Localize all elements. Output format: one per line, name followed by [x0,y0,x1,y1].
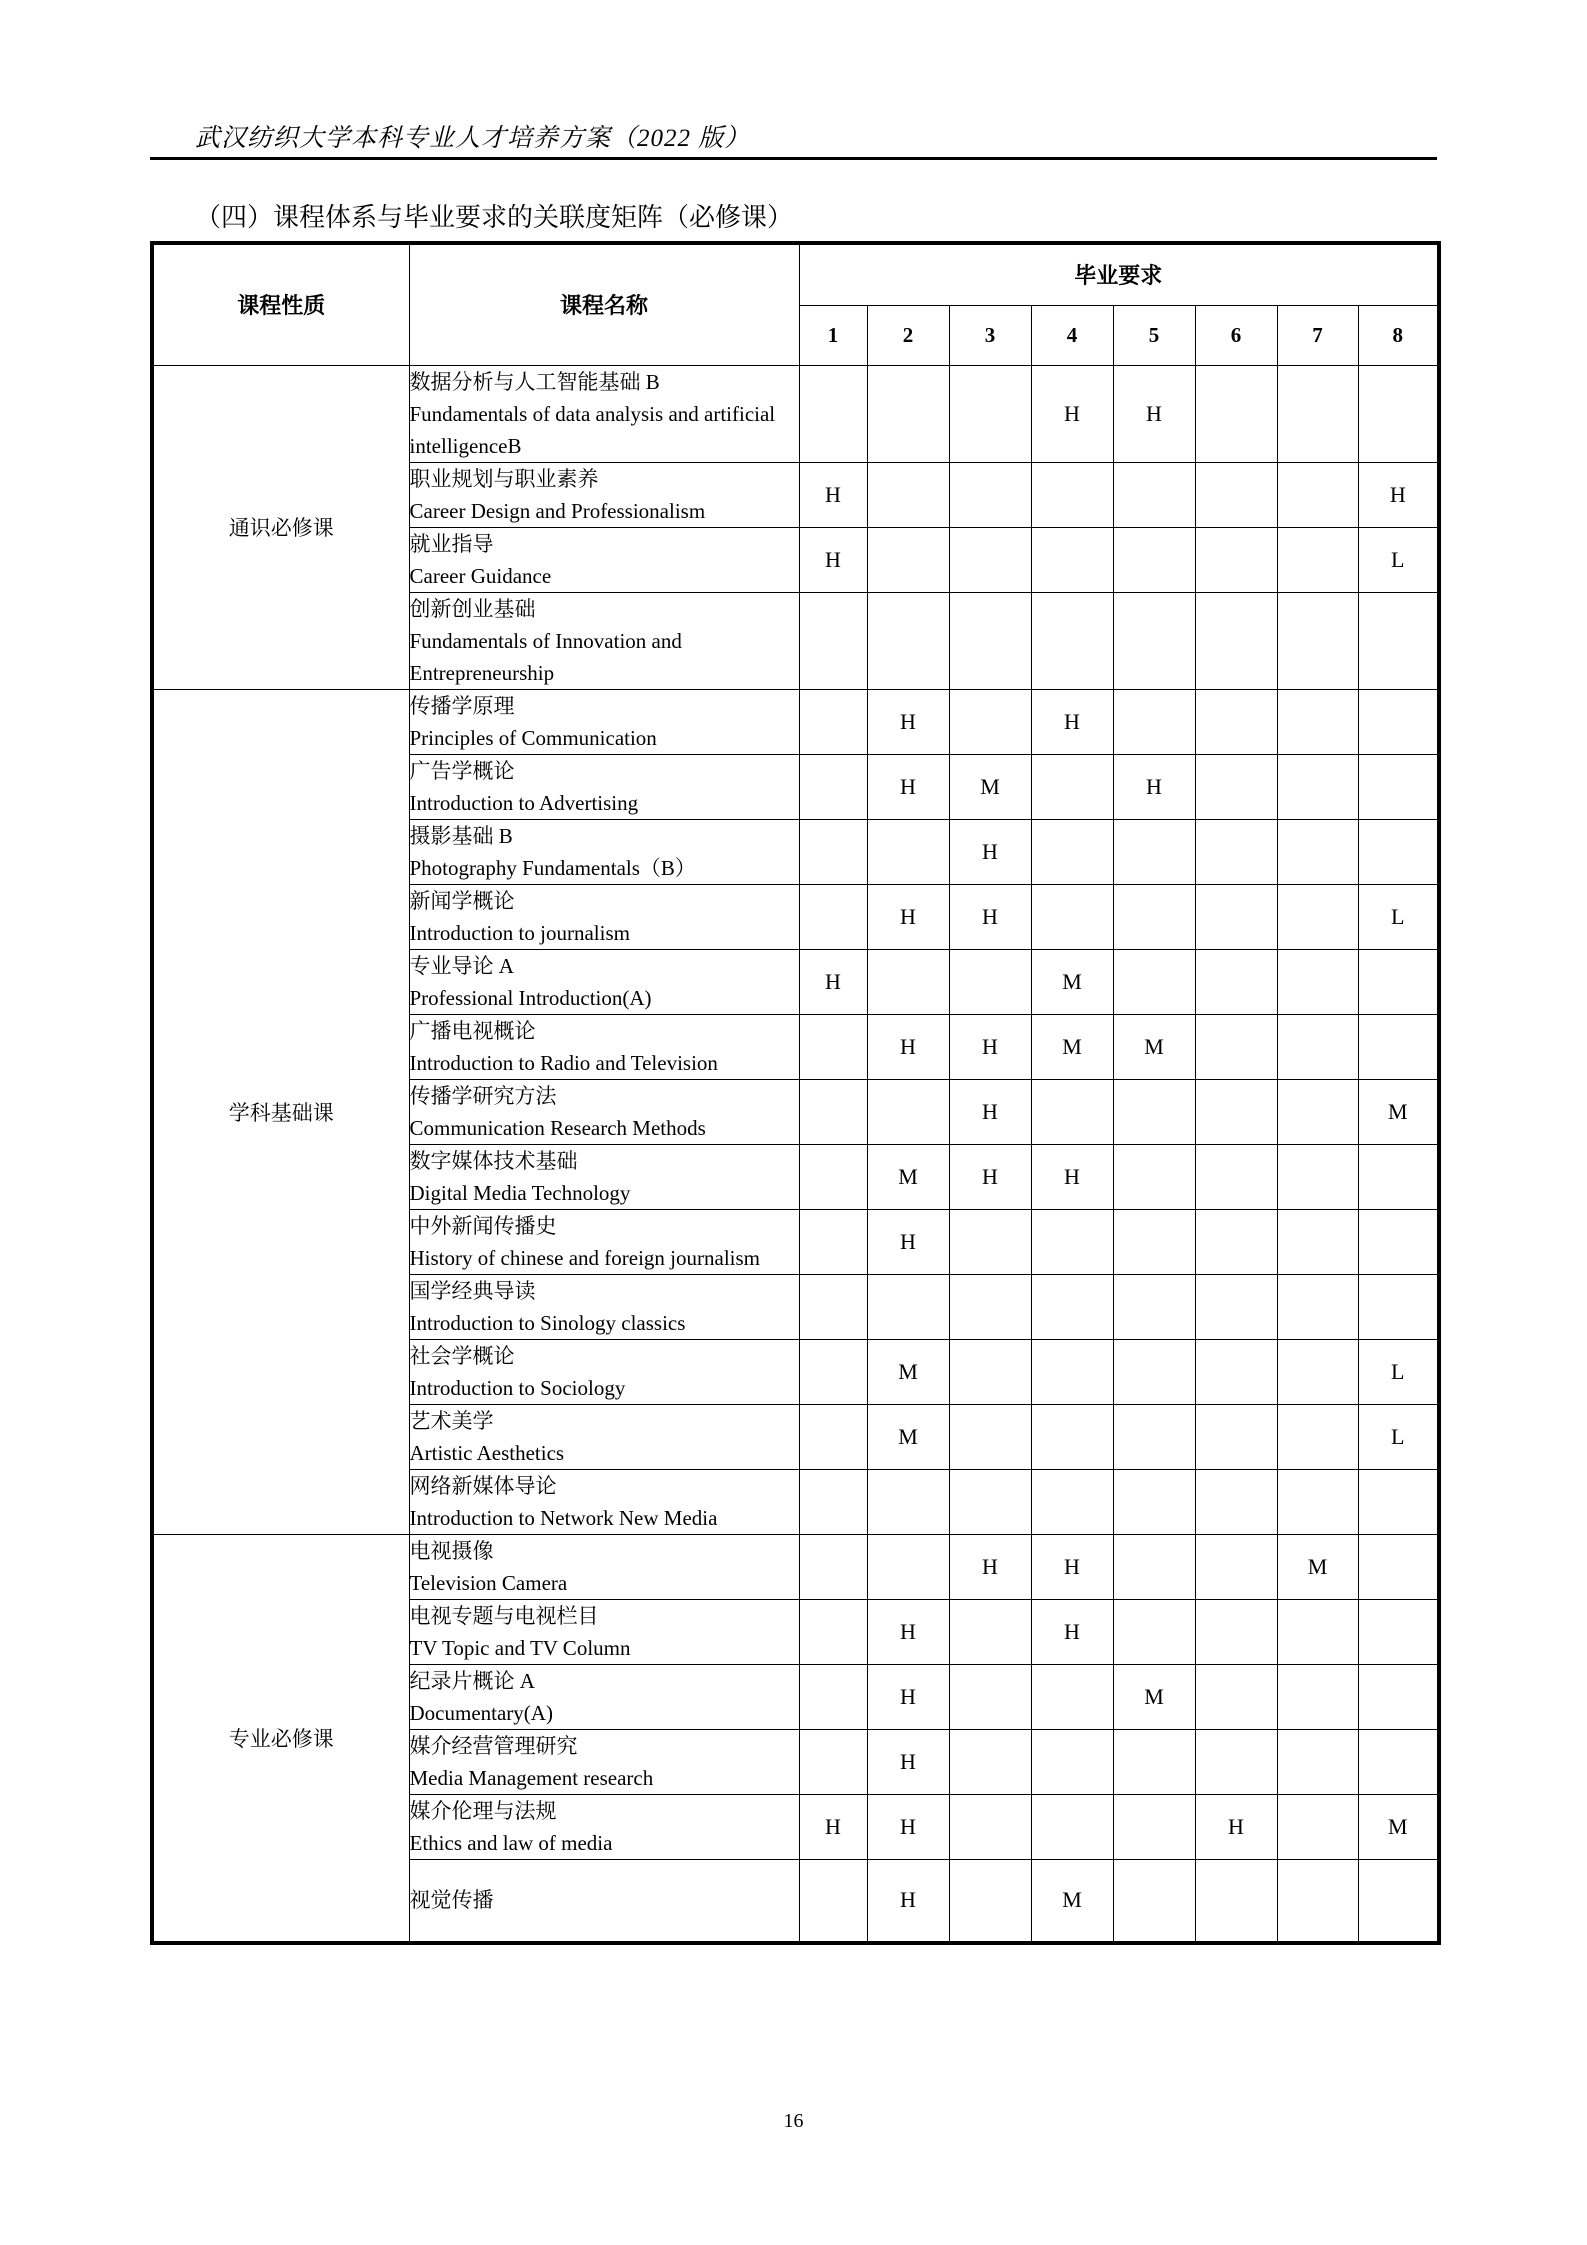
course-name-en: Introduction to Radio and Television [409,1050,718,1075]
mark-cell: H [867,1794,949,1859]
page-number: 16 [783,2110,804,2132]
mark-cell [1277,462,1358,527]
mark-cell [1031,884,1113,949]
course-name-en: Career Guidance [409,563,552,588]
course-name-cell [409,884,799,949]
mark-cell [949,1794,1031,1859]
mark-cell [1277,1339,1358,1404]
mark-cell [1031,754,1113,819]
course-name-zh: 专业导论 A [409,953,514,978]
mark-cell [867,1534,949,1599]
mark-cell [949,462,1031,527]
mark-cell [949,365,1031,462]
mark-cell [1113,1079,1195,1144]
mark-cell [799,689,867,754]
mark-cell [1113,1599,1195,1664]
header-divider-rule [150,157,1437,160]
mark-cell [1195,1599,1277,1664]
course-name-zh: 传播学研究方法 [409,1083,557,1108]
mark-cell [1358,1534,1439,1599]
mark-cell [1031,1469,1113,1534]
mark-cell [1358,1209,1439,1274]
mark-cell [799,1339,867,1404]
mark-cell: M [1031,1859,1113,1943]
mark-cell [1031,1664,1113,1729]
mark-cell [1358,1599,1439,1664]
mark-cell: H [1031,1599,1113,1664]
mark-cell [1358,949,1439,1014]
course-name-cell [409,1079,799,1144]
mark-cell [1277,365,1358,462]
mark-cell [1195,1664,1277,1729]
mark-cell: H [867,884,949,949]
mark-cell: H [1031,1534,1113,1599]
mark-cell [867,949,949,1014]
mark-cell: H [1195,1794,1277,1859]
mark-cell: M [867,1404,949,1469]
mark-cell [1358,1729,1439,1794]
document-header-title: 武汉纺织大学本科专业人才培养方案（2022 版） [195,125,751,152]
mark-cell [867,365,949,462]
mark-cell [1277,1794,1358,1859]
course-name-zh: 就业指导 [409,531,494,556]
mark-cell: L [1358,1339,1439,1404]
mark-cell [1031,527,1113,592]
mark-cell: H [1031,1144,1113,1209]
mark-cell [1358,819,1439,884]
mark-cell: H [867,1209,949,1274]
mark-cell [799,365,867,462]
course-name-zh: 媒介伦理与法规 [409,1798,557,1823]
mark-cell: H [1031,689,1113,754]
mark-cell: H [949,1534,1031,1599]
mark-cell [949,1859,1031,1943]
mark-cell: H [799,527,867,592]
mark-cell [1031,1079,1113,1144]
mark-cell [1031,1339,1113,1404]
mark-cell [1277,1079,1358,1144]
mark-cell: H [1031,365,1113,462]
mark-cell [1031,1404,1113,1469]
course-name-en: Introduction to Advertising [409,790,639,815]
mark-cell [1277,1014,1358,1079]
mark-cell [1195,592,1277,689]
mark-cell [1277,1209,1358,1274]
mark-cell [1195,1014,1277,1079]
course-name-cell [409,1664,799,1729]
course-name-zh: 纪录片概论 A [409,1668,535,1693]
course-name-zh: 广播电视概论 [409,1018,536,1043]
mark-cell [949,1339,1031,1404]
mark-cell [1277,949,1358,1014]
mark-cell [799,1729,867,1794]
mark-cell [799,1404,867,1469]
course-name-en: Artistic Aesthetics [409,1440,565,1465]
course-name-header: 课程名称 [409,243,799,365]
course-name-zh: 新闻学概论 [409,888,515,913]
course-name-zh: 电视专题与电视栏目 [409,1603,599,1628]
mark-cell [1277,1404,1358,1469]
mark-cell [1195,754,1277,819]
mark-cell: H [949,884,1031,949]
mark-cell [1031,819,1113,884]
course-name-zh: 中外新闻传播史 [409,1213,557,1238]
mark-cell [949,1664,1031,1729]
requirement-number-4: 4 [1031,305,1113,365]
course-name-en: Professional Introduction(A) [409,985,652,1010]
course-name-cell [409,754,799,819]
table-body [152,365,1439,1943]
mark-cell [1195,1209,1277,1274]
course-name-zh: 广告学概论 [409,758,515,783]
mark-cell: M [1113,1014,1195,1079]
mark-cell: H [867,1859,949,1943]
mark-cell [949,592,1031,689]
mark-cell [1031,1729,1113,1794]
course-name-cell [409,1014,799,1079]
mark-cell [1277,1664,1358,1729]
mark-cell [1277,1274,1358,1339]
course-name-cell [409,1534,799,1599]
mark-cell: H [1113,754,1195,819]
course-name-cell [409,1794,799,1859]
mark-cell [1358,689,1439,754]
mark-cell [1358,1469,1439,1534]
graduation-requirements-header: 毕业要求 [799,243,1439,305]
mark-cell: H [949,1079,1031,1144]
mark-cell: L [1358,527,1439,592]
course-name-en: Fundamentals of Innovation and Entrepreneurship [409,628,682,685]
course-name-en: Introduction to Sinology classics [409,1310,686,1335]
mark-cell [1358,1664,1439,1729]
mark-cell [1031,1209,1113,1274]
mark-cell [799,819,867,884]
mark-cell [949,949,1031,1014]
mark-cell: H [799,462,867,527]
mark-cell [1358,754,1439,819]
requirement-number-1: 1 [799,305,867,365]
mark-cell: M [867,1339,949,1404]
mark-cell [1277,592,1358,689]
mark-cell [1358,1274,1439,1339]
course-nature-cell: 通识必修课 [152,365,409,689]
mark-cell [867,1274,949,1339]
course-name-cell [409,592,799,689]
table-row [152,689,1439,754]
mark-cell: M [1113,1664,1195,1729]
mark-cell [1113,1144,1195,1209]
mark-cell [867,819,949,884]
mark-cell [1277,1729,1358,1794]
mark-cell [1358,1014,1439,1079]
course-name-cell [409,1209,799,1274]
mark-cell [1358,1144,1439,1209]
course-name-en: Documentary(A) [409,1700,553,1725]
mark-cell: L [1358,1404,1439,1469]
mark-cell [1195,689,1277,754]
requirement-number-5: 5 [1113,305,1195,365]
course-name-zh: 艺术美学 [409,1408,494,1433]
mark-cell [1113,1794,1195,1859]
mark-cell: M [1277,1534,1358,1599]
mark-cell [799,1599,867,1664]
mark-cell: H [799,1794,867,1859]
mark-cell [1195,365,1277,462]
mark-cell [1113,819,1195,884]
course-name-en: Television Camera [409,1570,568,1595]
course-name-en: Media Management research [409,1765,654,1790]
course-name-cell [409,1599,799,1664]
course-name-cell [409,1144,799,1209]
mark-cell [1195,1079,1277,1144]
mark-cell [799,1274,867,1339]
mark-cell: M [1358,1079,1439,1144]
mark-cell [949,1469,1031,1534]
mark-cell [1277,1599,1358,1664]
course-name-zh: 传播学原理 [409,693,515,718]
mark-cell [1277,884,1358,949]
course-name-en: Fundamentals of data analysis and artificial intelligenceB [409,401,776,458]
mark-cell [1031,462,1113,527]
course-name-cell [409,819,799,884]
mark-cell [1113,949,1195,1014]
course-name-en: Career Design and Professionalism [409,498,706,523]
mark-cell [1277,689,1358,754]
mark-cell [1195,819,1277,884]
mark-cell [799,592,867,689]
course-name-en: Introduction to Sociology [409,1375,626,1400]
mark-cell [799,1014,867,1079]
mark-cell [1113,592,1195,689]
mark-cell: M [1031,1014,1113,1079]
course-name-en: Introduction to journalism [409,920,630,945]
mark-cell: M [1031,949,1113,1014]
mark-cell [867,592,949,689]
course-name-cell [409,689,799,754]
table-row [152,365,1439,462]
mark-cell [949,689,1031,754]
section-title: （四）课程体系与毕业要求的关联度矩阵（必修课） [195,203,794,232]
requirement-number-3: 3 [949,305,1031,365]
course-name-en: Introduction to Network New Media [409,1505,718,1530]
mark-cell [799,1534,867,1599]
mark-cell [1195,527,1277,592]
course-name-zh: 职业规划与职业素养 [409,466,599,491]
mark-cell [1277,1144,1358,1209]
course-name-zh: 电视摄像 [409,1538,494,1563]
course-name-zh: 创新创业基础 [409,596,536,621]
mark-cell [1113,1729,1195,1794]
mark-cell [1358,592,1439,689]
table-row [152,1534,1439,1599]
mark-cell [799,1664,867,1729]
course-name-cell [409,949,799,1014]
mark-cell: H [867,754,949,819]
course-nature-cell: 学科基础课 [152,689,409,1534]
mark-cell [867,1079,949,1144]
mark-cell [949,1729,1031,1794]
course-name-cell [409,1339,799,1404]
mark-cell: M [1358,1794,1439,1859]
mark-cell: H [867,1599,949,1664]
course-name-en: Digital Media Technology [409,1180,631,1205]
mark-cell [1195,1274,1277,1339]
course-name-cell [409,1859,799,1943]
mark-cell [867,462,949,527]
course-name-cell [409,1274,799,1339]
requirement-number-2: 2 [867,305,949,365]
course-name-cell [409,527,799,592]
requirement-number-6: 6 [1195,305,1277,365]
mark-cell [1358,1859,1439,1943]
mark-cell [949,527,1031,592]
mark-cell [1277,1859,1358,1943]
mark-cell [1113,462,1195,527]
mark-cell [1195,1144,1277,1209]
course-name-zh: 摄影基础 B [409,823,513,848]
mark-cell [1031,1274,1113,1339]
course-name-cell [409,1469,799,1534]
course-name-en: History of chinese and foreign journalism [409,1245,760,1270]
course-name-cell [409,365,799,462]
mark-cell [1195,1729,1277,1794]
header-row-top [152,243,1439,305]
mark-cell [867,527,949,592]
mark-cell [1195,1859,1277,1943]
mark-cell: H [949,1014,1031,1079]
course-name-en: Communication Research Methods [409,1115,706,1140]
mark-cell: H [867,689,949,754]
course-name-zh: 媒介经营管理研究 [409,1733,578,1758]
course-name-en: TV Topic and TV Column [409,1635,631,1660]
mark-cell [949,1274,1031,1339]
mark-cell: H [867,1014,949,1079]
mark-cell: H [1113,365,1195,462]
course-nature-cell: 专业必修课 [152,1534,409,1943]
mark-cell [1277,527,1358,592]
mark-cell: M [867,1144,949,1209]
course-name-en: Photography Fundamentals（B） [409,855,696,880]
mark-cell: M [949,754,1031,819]
requirement-number-8: 8 [1358,305,1439,365]
mark-cell [1195,884,1277,949]
course-name-en: Ethics and law of media [409,1830,613,1855]
mark-cell [1113,1339,1195,1404]
mark-cell: H [799,949,867,1014]
table-header [152,243,1439,365]
mark-cell [1113,1274,1195,1339]
course-name-zh: 数据分析与人工智能基础 B [409,369,660,394]
course-nature-header: 课程性质 [152,243,409,365]
mark-cell [1113,1469,1195,1534]
mark-cell: H [949,1144,1031,1209]
mark-cell: H [867,1729,949,1794]
course-name-cell [409,1404,799,1469]
mark-cell [799,754,867,819]
mark-cell [1195,462,1277,527]
course-name-en: Principles of Communication [409,725,657,750]
course-name-zh: 国学经典导读 [409,1278,536,1303]
mark-cell [1113,1404,1195,1469]
mark-cell [1277,754,1358,819]
mark-cell [1277,819,1358,884]
mark-cell [1031,592,1113,689]
mark-cell [1195,1469,1277,1534]
mark-cell [1113,1534,1195,1599]
mark-cell [799,1144,867,1209]
mark-cell [1195,1339,1277,1404]
mark-cell: H [867,1664,949,1729]
mark-cell [949,1209,1031,1274]
mark-cell [1113,1859,1195,1943]
mark-cell [1358,365,1439,462]
course-name-cell [409,1729,799,1794]
mark-cell [949,1599,1031,1664]
mark-cell [1113,1209,1195,1274]
mark-cell [1113,689,1195,754]
mark-cell [799,884,867,949]
course-name-zh: 网络新媒体导论 [409,1473,557,1498]
mark-cell: H [949,819,1031,884]
mark-cell [1031,1794,1113,1859]
mark-cell [799,1079,867,1144]
mark-cell [799,1209,867,1274]
mark-cell [949,1404,1031,1469]
mark-cell [1113,884,1195,949]
requirement-number-7: 7 [1277,305,1358,365]
mark-cell [799,1469,867,1534]
course-name-zh: 视觉传播 [409,1888,494,1913]
mark-cell [799,1859,867,1943]
mark-cell [1195,1404,1277,1469]
mark-cell: H [1358,462,1439,527]
course-name-cell [409,462,799,527]
correlation-matrix-table [150,241,1441,1945]
course-name-zh: 数字媒体技术基础 [409,1148,578,1173]
mark-cell [1195,949,1277,1014]
mark-cell [867,1469,949,1534]
course-name-zh: 社会学概论 [409,1343,515,1368]
mark-cell [1277,1469,1358,1534]
mark-cell: L [1358,884,1439,949]
mark-cell [1195,1534,1277,1599]
mark-cell [1113,527,1195,592]
